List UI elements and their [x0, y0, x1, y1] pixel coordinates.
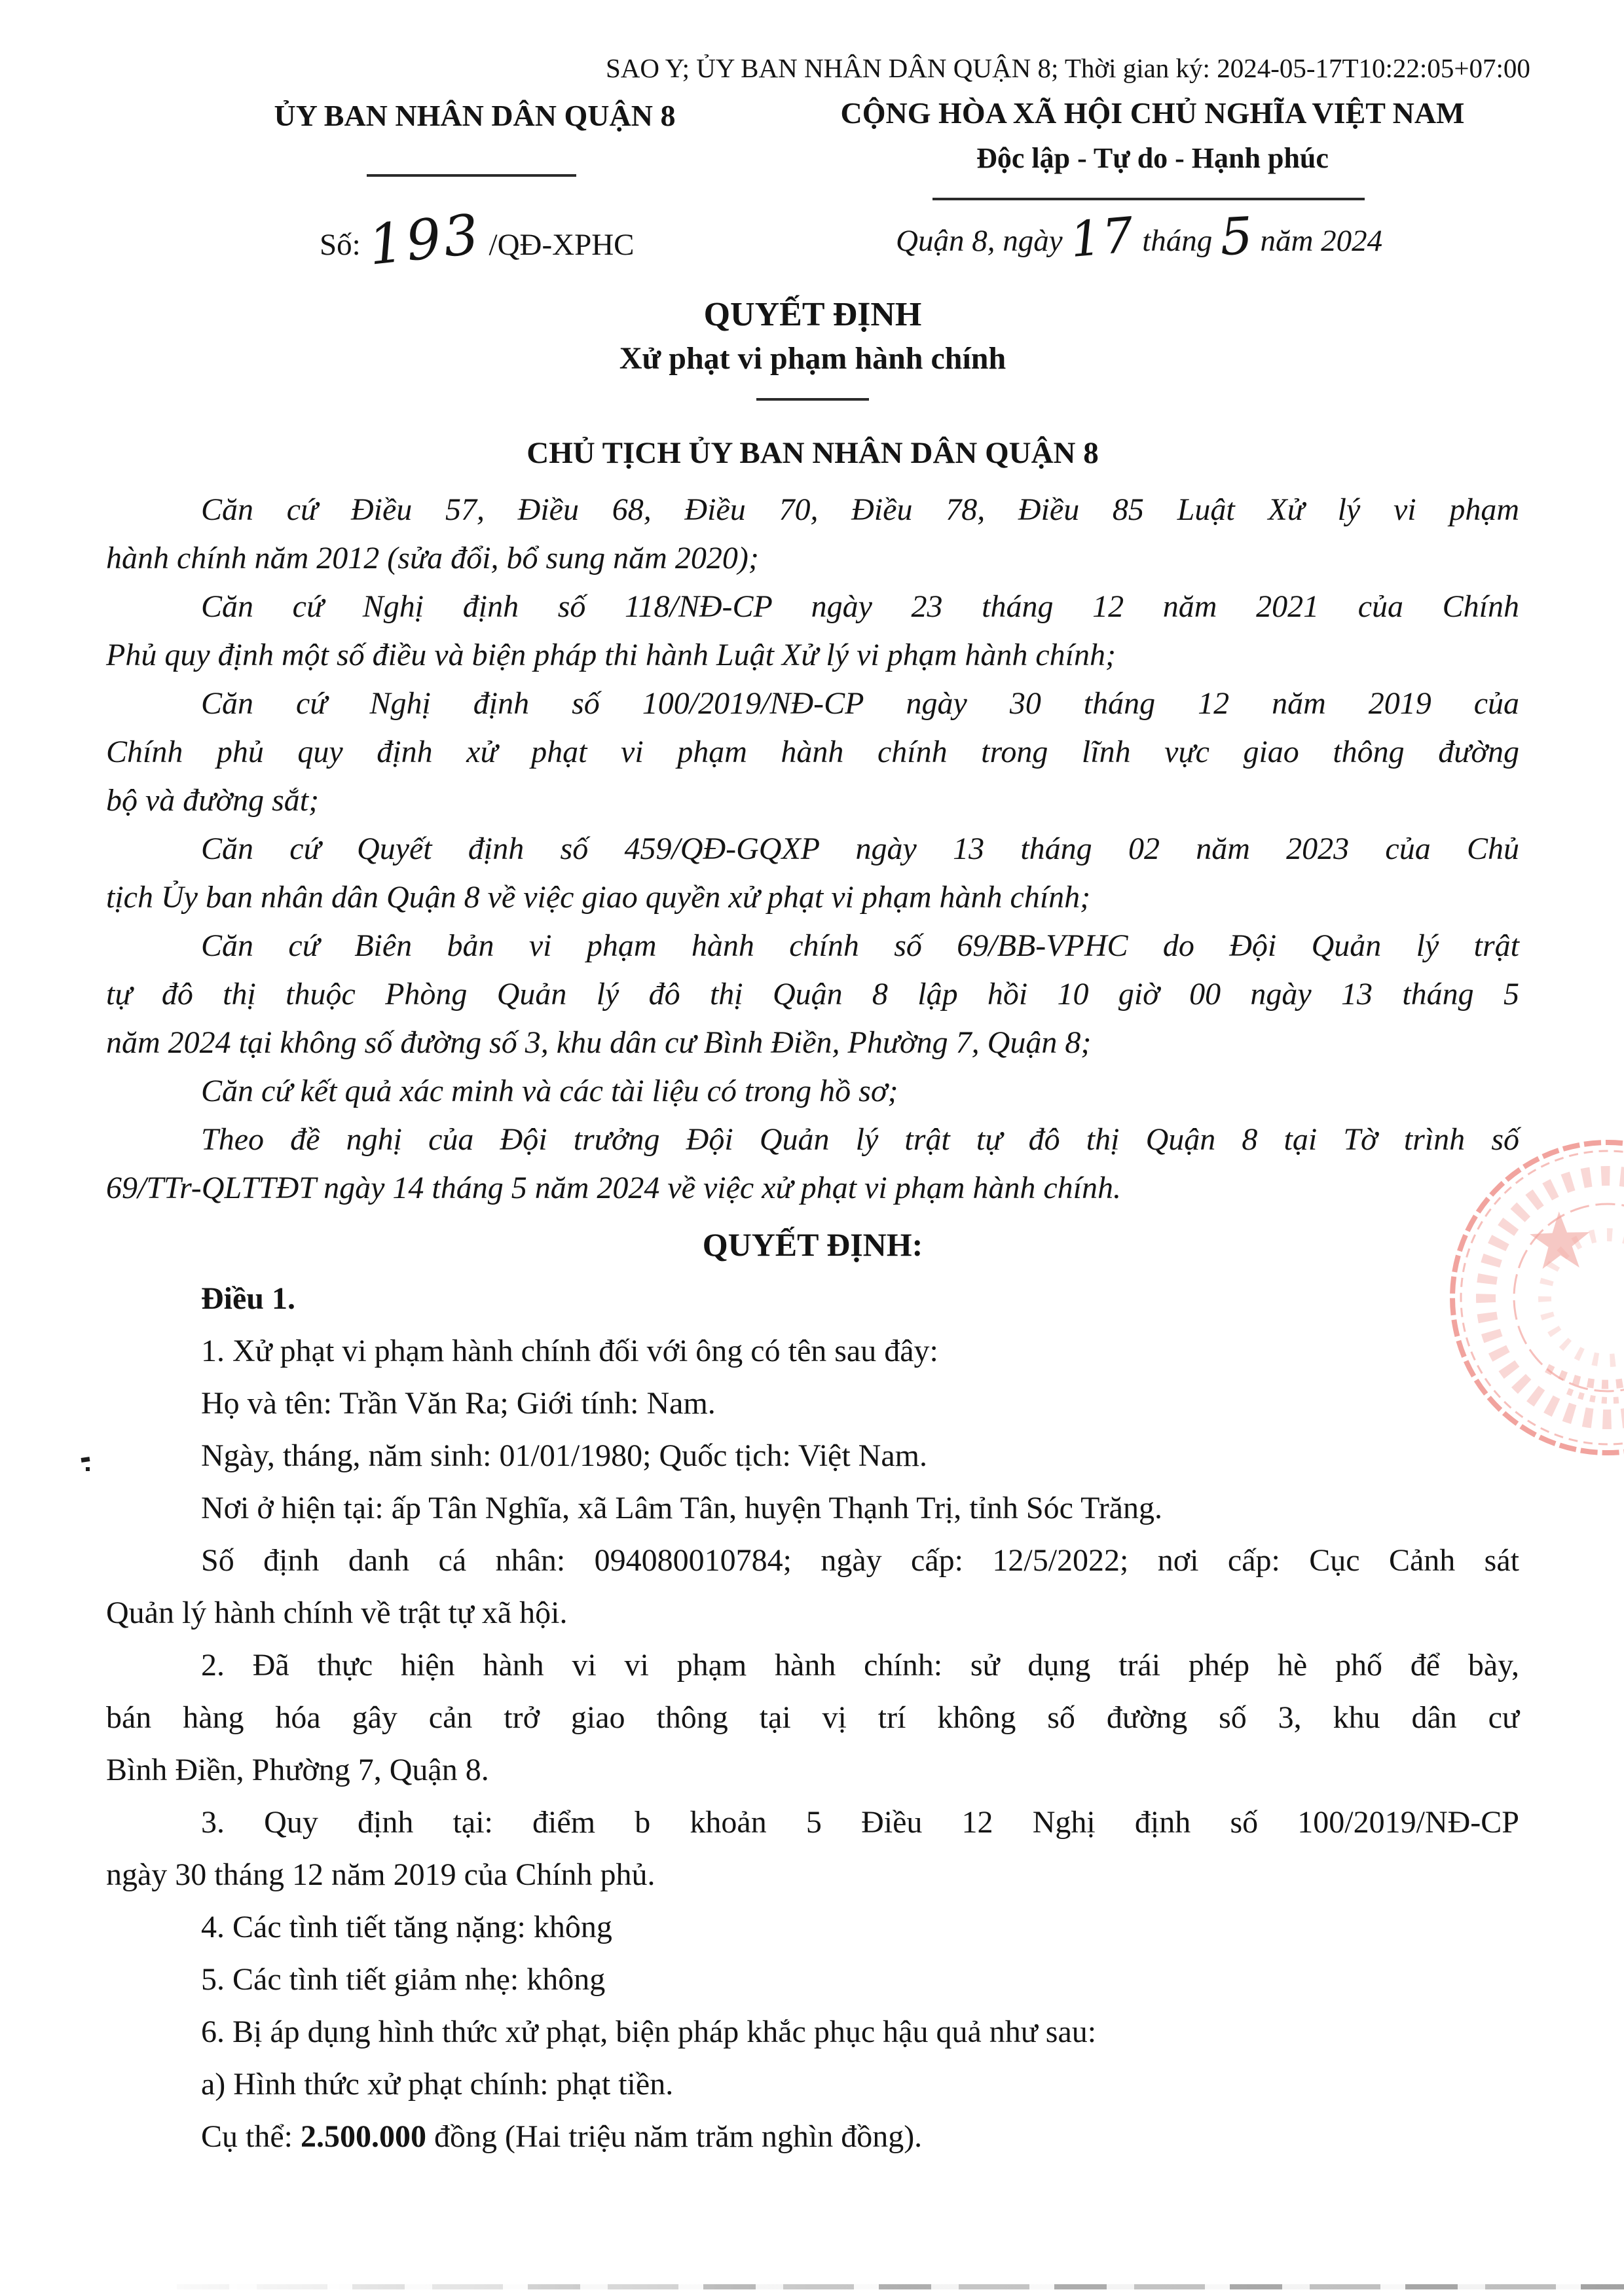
- preamble-section: [106, 486, 1519, 1212]
- digital-certify-line: SAO Y; ỦY BAN NHÂN DÂN QUẬN 8; Thời gian ký: 2024-05-17T10:22:05+07:00: [606, 53, 1530, 83]
- title-underline: [756, 398, 869, 401]
- text-line: 5. Các tình tiết giảm nhẹ: không: [201, 1962, 606, 1997]
- article-1-items: [106, 1325, 1519, 2163]
- text-line: bộ và đường sắt;: [106, 783, 320, 818]
- text-line: a) Hình thức xử phạt chính: phạt tiền.: [201, 2067, 674, 2102]
- text-line: Số định danh cá nhân: 094080010784; ngày cấp: 12/5/2022; nơi cấp: Cục Cảnh sát: [201, 1543, 1519, 1578]
- document-subtitle: Xử phạt vi phạm hành chính: [619, 341, 1006, 376]
- text-line: tự đô thị thuộc Phòng Quản lý đô thị Quận 8 lập hồi 10 giờ 00 ngày 13 tháng 5: [106, 977, 1519, 1011]
- emphasized-amount: 2.500.000: [301, 2119, 426, 2154]
- document-number: [320, 202, 635, 278]
- text-line: Chính phủ quy định xử phạt vi phạm hành chính trong lĩnh vực giao thông đường: [106, 735, 1519, 769]
- date-day-handwritten: 17: [1068, 206, 1137, 269]
- text-segment: Cụ thể:: [201, 2119, 301, 2154]
- text-line: Căn cứ Nghị định số 100/2019/NĐ-CP ngày 30 tháng 12 năm 2019 của: [201, 686, 1519, 721]
- scan-artifact: [81, 1457, 90, 1463]
- text-line: Bình Điền, Phường 7, Quận 8.: [106, 1753, 489, 1787]
- text-line: Họ và tên: Trần Văn Ra; Giới tính: Nam.: [201, 1386, 716, 1421]
- date-suffix: năm 2024: [1260, 224, 1383, 258]
- text-line: Nơi ở hiện tại: ấp Tân Nghĩa, xã Lâm Tân, huyện Thạnh Trị, tỉnh Sóc Trăng.: [201, 1491, 1162, 1525]
- deciding-authority: CHỦ TỊCH ỦY BAN NHÂN DÂN QUẬN 8: [526, 436, 1099, 470]
- seal-star-icon: [1529, 1211, 1591, 1269]
- document-number-suffix: /QĐ-XPHC: [489, 228, 635, 262]
- article-1-section: [106, 1273, 1519, 2163]
- text-line: năm 2024 tại không số đường số 3, khu dân cư Bình Điền, Phường 7, Quận 8;: [106, 1025, 1092, 1060]
- text-line: bán hàng hóa gây cản trở giao thông tại vị trí không số đường số 3, khu dân cư: [106, 1700, 1519, 1735]
- motto-underline: [932, 198, 1365, 200]
- text-line: Quản lý hành chính về trật tự xã hội.: [106, 1595, 568, 1630]
- issuing-authority: ỦY BAN NHÂN DÂN QUẬN 8: [274, 99, 676, 132]
- document-number-label: Số:: [320, 228, 361, 262]
- text-line: 69/TTr-QLTTĐT ngày 14 tháng 5 năm 2024 về việc xử phạt vi phạm hành chính.: [106, 1171, 1121, 1205]
- place-and-date: [896, 206, 1383, 269]
- article-1-heading: Điều 1.: [201, 1281, 295, 1316]
- date-mid: tháng: [1142, 224, 1213, 258]
- date-prefix: Quận 8, ngày: [896, 224, 1063, 258]
- text-line: tịch Ủy ban nhân dân Quận 8 về việc giao quyền xử phạt vi phạm hành chính;: [106, 880, 1091, 915]
- text-line: Phủ quy định một số điều và biện pháp thi hành Luật Xử lý vi phạm hành chính;: [106, 638, 1116, 672]
- text-line: Căn cứ kết quả xác minh và các tài liệu có trong hồ sơ;: [201, 1074, 898, 1108]
- text-line: 2. Đã thực hiện hành vi vi phạm hành chính: sử dụng trái phép hè phố để bày,: [201, 1648, 1519, 1683]
- document-number-handwritten: 193: [365, 202, 485, 278]
- text-line: 3. Quy định tại: điểm b khoản 5 Điều 12 Nghị định số 100/2019/NĐ-CP: [201, 1805, 1519, 1840]
- text-segment: đồng (Hai triệu năm trăm nghìn đồng).: [426, 2119, 923, 2154]
- text-line: ngày 30 tháng 12 năm 2019 của Chính phủ.: [106, 1857, 655, 1892]
- scan-artifact: [86, 1467, 90, 1471]
- text-line: hành chính năm 2012 (sửa đổi, bổ sung năm 2020);: [106, 541, 759, 575]
- national-motto: Độc lập - Tự do - Hạnh phúc: [976, 142, 1329, 174]
- text-line: Căn cứ Biên bản vi phạm hành chính số 69/BB-VPHC do Đội Quản lý trật: [201, 928, 1519, 963]
- text-line: 4. Các tình tiết tăng nặng: không: [201, 1910, 612, 1944]
- document-title: QUYẾT ĐỊNH: [703, 296, 922, 333]
- text-line: Ngày, tháng, năm sinh: 01/01/1980; Quốc tịch: Việt Nam.: [201, 1438, 927, 1473]
- decision-heading: QUYẾT ĐỊNH:: [702, 1226, 923, 1263]
- text-line: [106, 2111, 1519, 2163]
- date-month-handwritten: 5: [1218, 206, 1255, 268]
- text-line: 6. Bị áp dụng hình thức xử phạt, biện pháp khắc phục hậu quả như sau:: [201, 2014, 1097, 2049]
- text-line: 1. Xử phạt vi phạm hành chính đối với ông có tên sau đây:: [201, 1334, 938, 1368]
- text-line: Căn cứ Quyết định số 459/QĐ-GQXP ngày 13 tháng 02 năm 2023 của Chủ: [201, 831, 1519, 866]
- text-line: Căn cứ Điều 57, Điều 68, Điều 70, Điều 78, Điều 85 Luật Xử lý vi phạm: [201, 492, 1519, 527]
- text-line: Căn cứ Nghị định số 118/NĐ-CP ngày 23 tháng 12 năm 2021 của Chính: [201, 589, 1519, 624]
- national-name: CỘNG HÒA XÃ HỘI CHỦ NGHĨA VIỆT NAM: [840, 96, 1465, 130]
- document-body: [106, 296, 1519, 2163]
- issuer-underline: [367, 174, 576, 177]
- scan-artifact-bottom-edge: [177, 2284, 1624, 2289]
- text-line: Theo đề nghị của Đội trưởng Đội Quản lý trật tự đô thị Quận 8 tại Tờ trình số: [201, 1122, 1519, 1157]
